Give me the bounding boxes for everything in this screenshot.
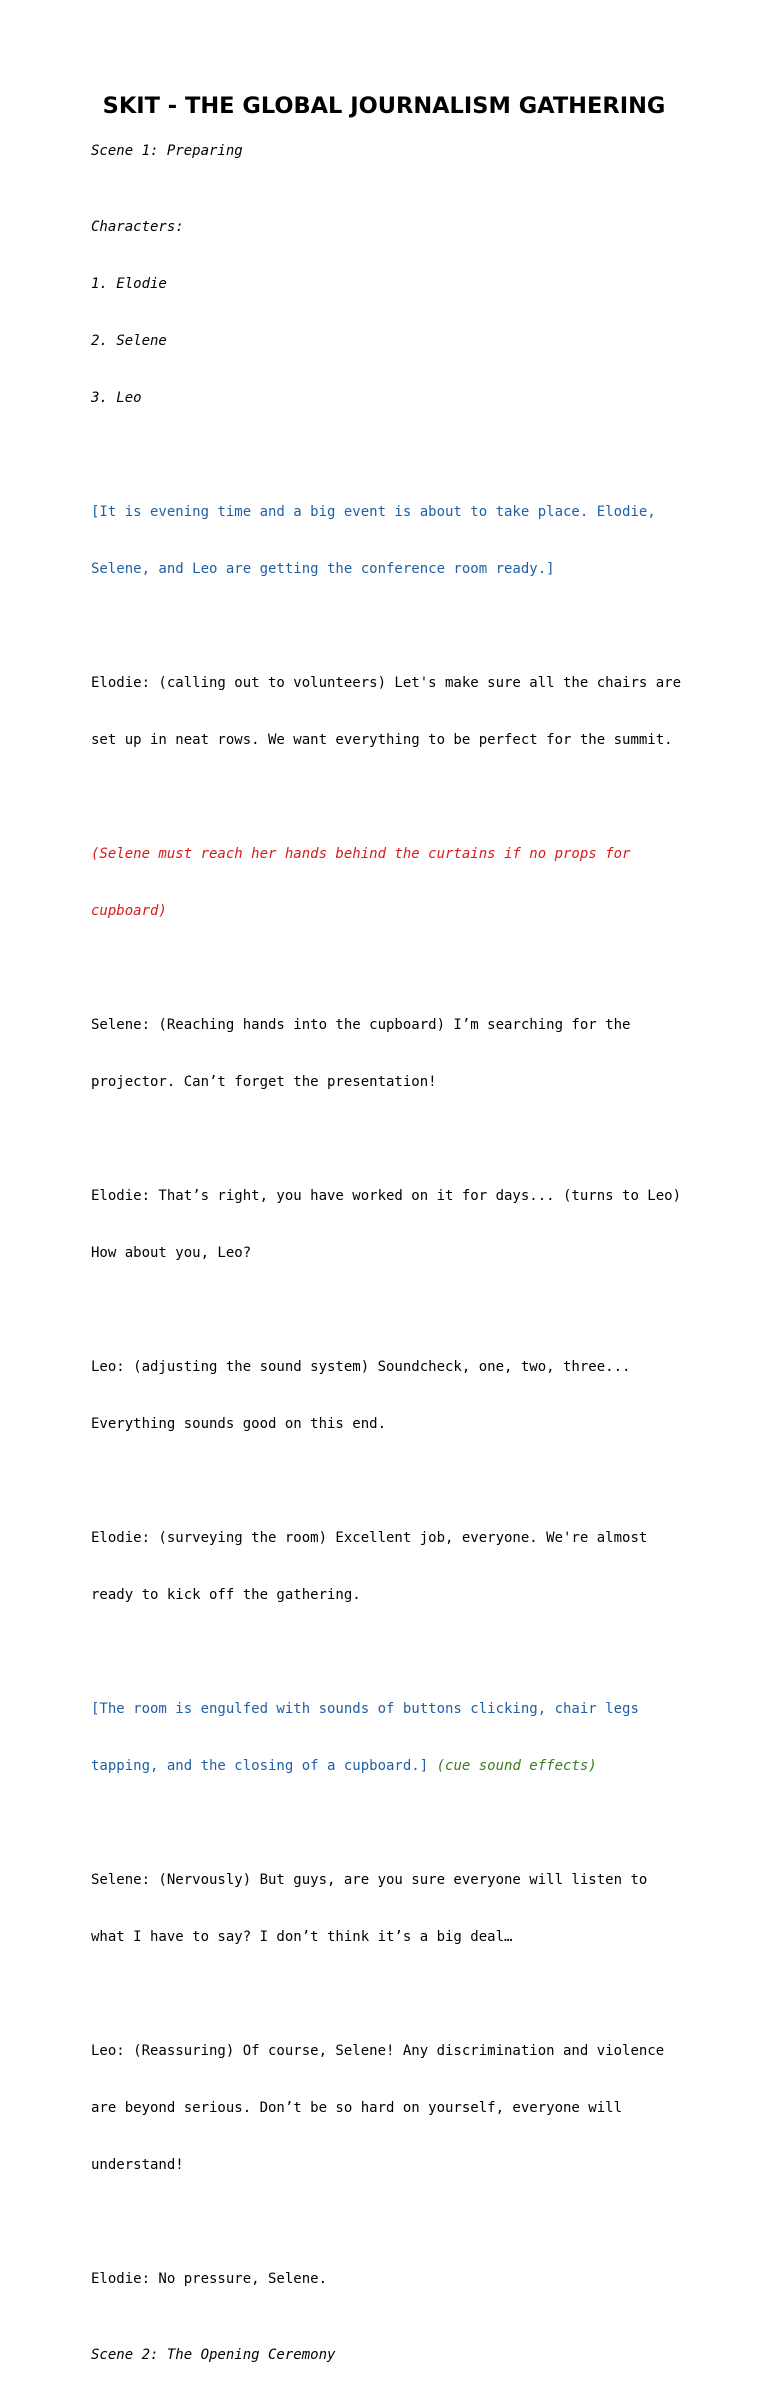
character-item: 2. Selene (91, 333, 167, 349)
document-title: SKIT - THE GLOBAL JOURNALISM GATHERING (102, 93, 666, 119)
dialogue-elodie-2 (91, 1149, 691, 1301)
dialogue-elodie-4 (91, 2232, 691, 2327)
stage-direction-2 (91, 1662, 691, 1814)
stage-direction-line: [The room is engulfed with sounds of buttons clicking, chair legs (91, 1701, 639, 1717)
dialogue-selene-2 (91, 1833, 691, 1985)
dialogue-line: How about you, Leo? (91, 1245, 252, 1261)
dialogue-line: Elodie: That’s right, you have worked on it for days... (turns to Leo) (91, 1188, 682, 1204)
character-item: 3. Leo (91, 390, 142, 406)
stage-direction-1 (91, 465, 691, 617)
character-item: 1. Elodie (91, 276, 167, 292)
dialogue-line: ready to kick off the gathering. (91, 1587, 361, 1603)
scene-1-heading: Scene 1: Preparing (91, 143, 243, 159)
dialogue-leo-1 (91, 1320, 691, 1472)
stage-direction-line: Selene, and Leo are getting the conference room ready.] (91, 561, 555, 577)
dialogue-elodie-1 (91, 636, 691, 788)
dialogue-selene-1 (91, 978, 691, 1130)
script-body (91, 142, 691, 2384)
dialogue-line: Leo: (adjusting the sound system) Soundcheck, one, two, three... (91, 1359, 631, 1375)
dialogue-line: projector. Can’t forget the presentation! (91, 1074, 437, 1090)
characters-heading: Characters: (91, 219, 184, 235)
dialogue-elodie-3 (91, 1491, 691, 1643)
dialogue-line: are beyond serious. Don’t be so hard on yourself, everyone will (91, 2100, 623, 2116)
dialogue-line: Elodie: No pressure, Selene. (91, 2271, 328, 2287)
dialogue-line: Selene: (Nervously) But guys, are you sure everyone will listen to (91, 1872, 648, 1888)
dialogue-line: what I have to say? I don’t think it’s a big deal… (91, 1929, 513, 1945)
stage-direction-line: [It is evening time and a big event is about to take place. Elodie, (91, 504, 656, 520)
prop-note (91, 807, 691, 959)
dialogue-line: understand! (91, 2157, 184, 2173)
stage-direction-line: tapping, and the closing of a cupboard.] (91, 1758, 429, 1774)
dialogue-line: Everything sounds good on this end. (91, 1416, 387, 1432)
dialogue-line: Selene: (Reaching hands into the cupboard) I’m searching for the (91, 1017, 631, 1033)
dialogue-line: Elodie: (calling out to volunteers) Let's make sure all the chairs are (91, 675, 682, 691)
scene-2-heading: Scene 2: The Opening Ceremony (91, 2347, 336, 2363)
prop-note-line: (Selene must reach her hands behind the curtains if no props for (91, 846, 631, 862)
dialogue-line: Leo: (Reassuring) Of course, Selene! Any discrimination and violence (91, 2043, 665, 2059)
prop-note-line: cupboard) (91, 903, 167, 919)
dialogue-leo-2 (91, 2004, 691, 2213)
dialogue-line: Elodie: (surveying the room) Excellent job, everyone. We're almost (91, 1530, 648, 1546)
sound-effect-cue: (cue sound effects) (436, 1758, 597, 1774)
dialogue-line: set up in neat rows. We want everything to be perfect for the summit. (91, 732, 673, 748)
characters-list (91, 180, 691, 446)
